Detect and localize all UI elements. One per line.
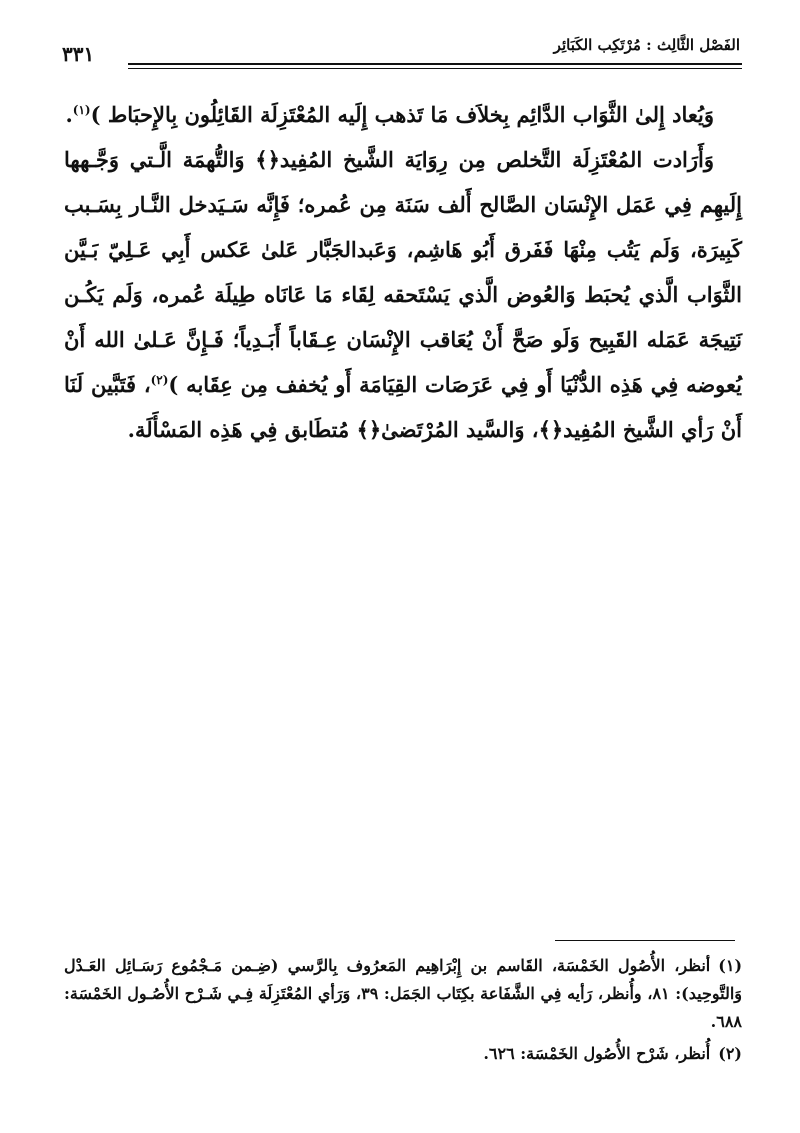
page-header	[60, 28, 740, 68]
paragraph-tail: ، فَتَبَّين لَنَا أَنْ رَأي الشَّيخ المُفِيد﴿﴾، وَالسَّيد المُرْتَضىٰ﴿﴾ مُتطَابق فِي هَذِه المَسْأَلَة.	[64, 372, 742, 442]
page-number: ٣٣١	[62, 42, 95, 66]
footnote-number: (١)	[718, 956, 743, 975]
footnote-separator	[555, 940, 735, 941]
paragraph-text: وَيُعاد إِلىٰ الثَّوَاب الدَّائِم بِخلاَف مَا تَذهب إِلَيه المُعْتَزِلَة القَائِلُون بِالإِحبَاط )	[90, 102, 714, 127]
footnote-2	[64, 1040, 742, 1068]
footnote-1	[64, 952, 742, 1036]
footnote-ref-2[interactable]: (٢)	[150, 373, 169, 387]
paragraph-text: وَأَرَادت المُعْتَزِلَة التَّخلص مِن رِوَايَة الشَّيخ المُفِيد﴿﴾ وَالتُّهمَة الَّـتي وَجَّـهها إِلَيهِم فِي عَمَل الإِنْسَان الصَّالح أَلف سَنَة مِن عُمره؛ فَإِنَّه سَـيَدخل النَّـار بِسَـبب كَبِيرَة، وَلَم يَتُب مِنْهَا فَفَرق أَبُو هَاشِم، وَعَبدالجَبَّار عَلىٰ عَكس أَبِي عَـلِيّ بَـيَّن الثَّوَاب الَّذي يُحبَط وَالعُوض الَّذي يَسْتَحقه لِقَاء مَا عَانَاه طِيلَة عُمره، وَلَم يَكُـن نَتِيجَة عَمَله القَبِيح وَلَو صَحَّ أَنْ يُعَاقب الإِنْسَان عِـقَاباً أَبَـدِياً؛ فَـإِنَّ عَـلىٰ الله أَنْ يُعوضه فِي هَذِه الدُّنْيَا أَو فِي عَرَصَات القِيَامَة أَو يُخفف مِن عِقَابه )	[64, 147, 742, 397]
footnote-number: (٢)	[718, 1044, 742, 1063]
header-rule	[128, 63, 742, 65]
paragraph-tail: .	[65, 102, 73, 127]
footnote-text: أنظر، الأُصُول الخَمْسَة، القَاسم بن إِبْرَاهِيم المَعرُوف بِالرَّسي (ضِـمن مَـجْمُوع رَسَـائِل العَـدْل وَالتَّوحِيد): ٨١، وأُنظر، رَأيه فِي الشَّفَاعة بكِتَاب الجَمَل: ٣٩، وَرَأي المُعْتَزِلَة فِـي شَـرْح الأُصُـول الخَمْسَة: ٦٨٨.	[64, 956, 743, 1031]
main-text	[64, 92, 742, 452]
paragraph-2	[64, 137, 742, 452]
footnote-text: أُنظر، شَرْح الأُصُول الخَمْسَة: ٦٢٦.	[483, 1044, 711, 1063]
paragraph-1	[64, 92, 742, 137]
footnote-ref-1[interactable]: (١)	[72, 103, 91, 117]
running-title: الفَصْل الثَّالِث : مُرْتَكِب الكَبَائِر	[553, 36, 740, 54]
header-rule-thin	[128, 68, 742, 69]
footnotes	[64, 952, 742, 1072]
